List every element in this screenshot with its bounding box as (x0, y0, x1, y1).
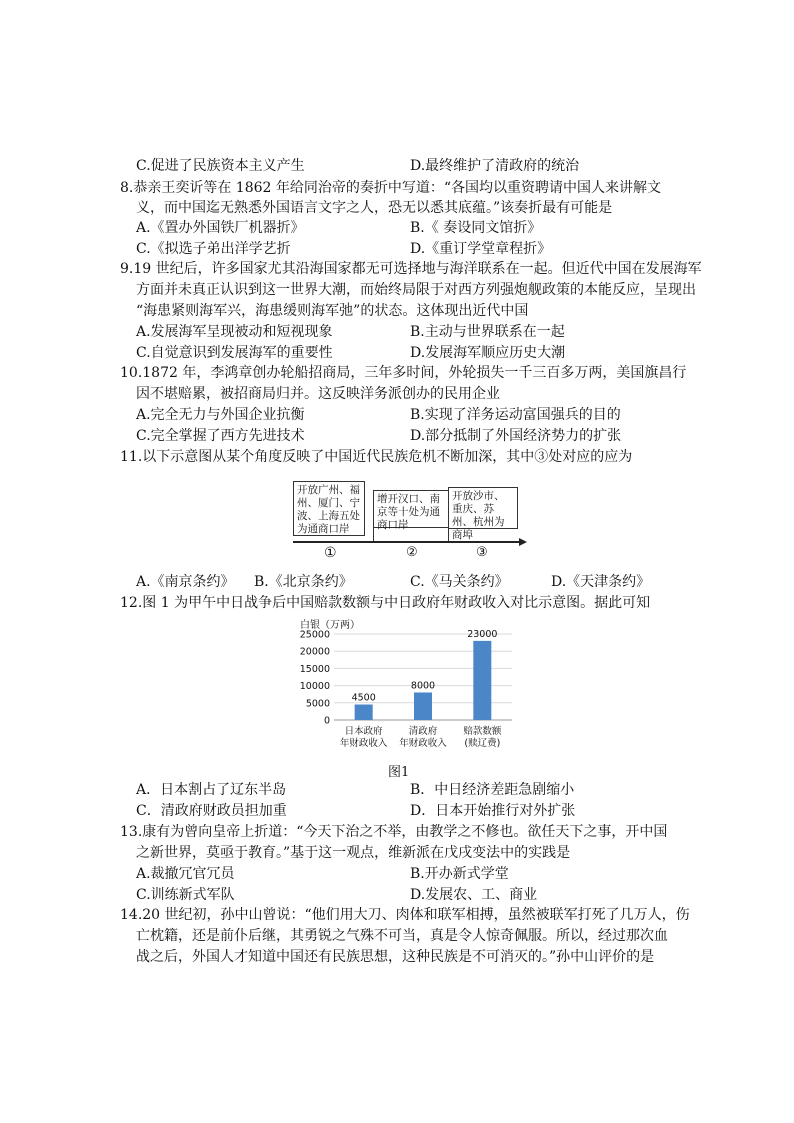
q9-option-c: C.自觉意识到发展海军的重要性 (136, 345, 333, 361)
chart-y-tick-label: 20000 (299, 646, 330, 658)
timeline-mark-2: ② (406, 545, 418, 560)
q9-stem-line1: 9.19 世纪后，许多国家尤其沿海国家都无可选择地与海洋联系在一起。但近代中国在发展海军 (120, 261, 702, 277)
q10-option-d: D.部分抵制了外国经济势力的扩张 (410, 428, 622, 444)
q13-option-b: B.开办新式学堂 (410, 866, 509, 882)
q14-stem-line1: 14.20 世纪初，孙中山曾说：“他们用大刀、肉体和联军相搏，虽然被联军打死了几万人，伤 (120, 907, 690, 923)
q13-option-c: C.训练新式军队 (136, 887, 235, 903)
timeline-box-1: 开放广州、福州、厦门、宁波、上海五处为通商口岸 (293, 481, 365, 536)
q14-stem-line3: 战之后，外国人才知道中国还有民族思想，这种民族是不可消灭的。”孙中山评价的是 (136, 949, 655, 965)
chart-x-tick-label: (赎辽费) (464, 738, 501, 749)
chart-data-label: 23000 (467, 628, 498, 640)
q8-stem-line1: 8.恭亲王奕䜣等在 1862 年给同治帝的奏折中写道：“各国均以重资聘请中国人来讲解文 (120, 180, 662, 196)
chart-x-tick-label: 清政府 (408, 726, 438, 737)
timeline-tick (448, 528, 449, 541)
timeline-box-2: 增开汉口、南京等十处为通商口岸 (373, 490, 449, 528)
q13-option-d: D.发展农、工、商业 (410, 887, 538, 903)
timeline-mark-1: ① (324, 545, 337, 561)
q9-option-a: A.发展海军呈现被动和短视现象 (136, 324, 333, 340)
chart-x-tick-label: 赔款数额 (463, 726, 502, 737)
q13-option-a: A.裁撤冗官冗员 (136, 866, 235, 882)
q13-stem-line2: 之新世界，莫亟于教育。”基于这一观点，维新派在戊戌变法中的实践是 (136, 845, 571, 861)
q10-option-b: B.实现了洋务运动富国强兵的目的 (410, 407, 621, 423)
q12-option-c: C．清政府财政员担加重 (136, 803, 287, 819)
timeline-arrow-icon (519, 538, 527, 546)
timeline-axis (293, 541, 519, 543)
q11-option-b: B.《北京条约》 (254, 574, 353, 590)
chart-data-label: 8000 (410, 680, 436, 692)
q10-option-c: C.完全掌握了西方先进技术 (136, 428, 305, 444)
chart-y-axis-label: 白银（万两） (300, 620, 360, 631)
q8-option-b: B.《 奏设同文馆折》 (410, 220, 542, 236)
q14-stem-line2: 亡枕籍，还是前仆后继，其勇锐之气殊不可当，真是令人惊奇佩服。所以，经过那次血 (136, 928, 668, 944)
chart-x-tick-label: 日本政府 (344, 726, 383, 737)
q12-option-a: A．日本割占了辽东半岛 (136, 782, 287, 798)
chart-y-tick-label: 15000 (299, 663, 330, 675)
q10-stem-line2: 因不堪赔累，被招商局归并。这反映洋务派创办的民用企业 (136, 386, 500, 402)
q12-figure-caption: 图1 (388, 765, 410, 780)
chart-bar (414, 692, 432, 720)
q13-stem-line1: 13.康有为曾向皇帝上折道：“今天下治之不举，由教学之不修也。欲任天下之事，开中国 (120, 824, 668, 840)
q11-stem-line1: 11.以下示意图从某个角度反映了中国近代民族危机不断加深，其中③处对应的应为 (120, 449, 633, 465)
chart-y-tick-label: 5000 (305, 698, 330, 710)
chart-x-tick-label: 年财政收入 (399, 738, 447, 749)
q12-stem-line1: 12.图 1 为甲午中日战争后中国赔款数额与中日政府年财政收入对比示意图。据此可知 (120, 595, 651, 611)
chart-data-label: 4500 (351, 692, 376, 704)
q12-option-d: D．日本开始推行对外扩张 (410, 803, 576, 819)
timeline-box-3: 开放沙市、重庆、苏州、杭州为商埠 (448, 487, 518, 529)
chart-y-tick-label: 10000 (299, 681, 330, 693)
q9-option-d: D.发展海军顺应历史大潮 (410, 345, 566, 361)
q11-option-c: C.《马关条约》 (410, 574, 509, 590)
chart-x-tick-label: 年财政收入 (339, 738, 388, 749)
chart-bar (355, 705, 373, 720)
q7-option-d: D.最终维护了清政府的统治 (410, 158, 580, 174)
q11-option-d: D.《天津条约》 (551, 574, 651, 590)
q9-option-b: B.主动与世界联系在一起 (410, 324, 565, 340)
timeline-tick (373, 528, 374, 541)
q9-stem-line2: 方面并未真正认识到这一世界大潮，而始终局限于对西方列强炮舰政策的本能反应，呈现出 (136, 282, 696, 298)
q8-stem-line2: 义，而中国迄无熟悉外国语言文字之人，恐无以悉其底蕴。”该奏折最有可能是 (136, 200, 613, 216)
q12-bar-chart (290, 612, 520, 757)
q8-option-d: D.《重订学堂章程折》 (410, 241, 552, 257)
chart-bar (473, 641, 491, 720)
q8-option-a: A.《置办外国铁厂机器折》 (136, 220, 305, 236)
q10-option-a: A.完全无力与外国企业抗衡 (136, 407, 305, 423)
q12-option-b: B．中日经济差距急剧缩小 (410, 782, 575, 798)
chart-y-tick-label: 0 (323, 715, 330, 727)
q10-stem-line1: 10.1872 年，李鸿章创办轮船招商局，三年多时间，外轮损失一千三百多万两，美国旗昌行 (120, 365, 687, 381)
q8-option-c: C.《拟选子弟出洋学艺折 (136, 241, 291, 257)
q7-option-c: C.促进了民族资本主义产生 (136, 158, 305, 174)
timeline-mark-3: ③ (476, 545, 488, 560)
chart-y-tick-label: 25000 (299, 629, 330, 641)
q11-option-a: A.《南京条约》 (136, 574, 235, 590)
q9-stem-line3: “海患紧则海军兴，海患缓则海军弛”的状态。这体现出近代中国 (136, 303, 529, 319)
